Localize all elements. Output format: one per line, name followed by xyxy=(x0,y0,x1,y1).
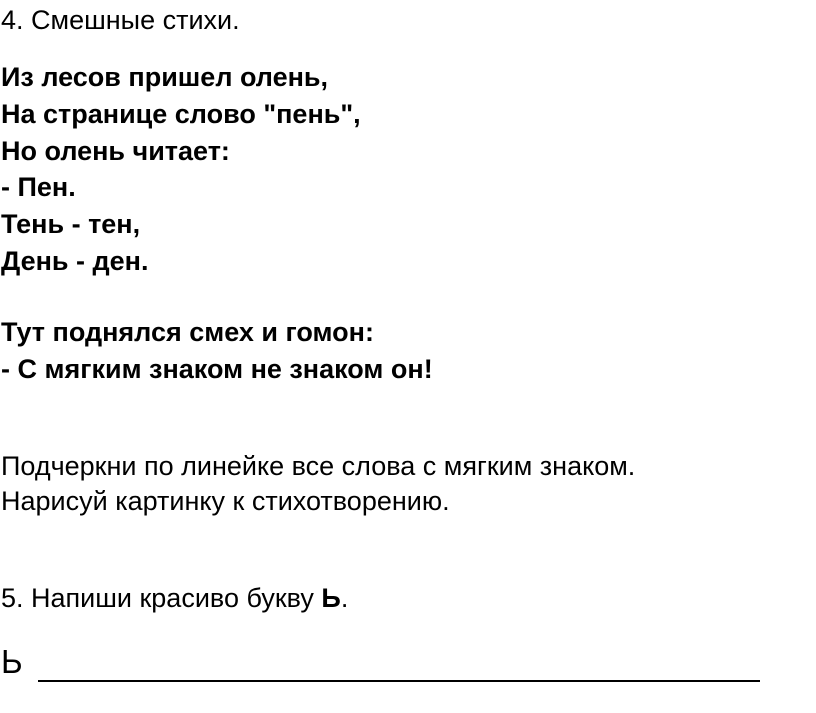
poem-line: Тень - тен, xyxy=(1,209,141,239)
poem-line: Но олень читает: xyxy=(1,136,230,166)
poem-line: На странице слово "пень", xyxy=(1,99,361,129)
poem-line: - С мягким знаком не знаком он! xyxy=(1,354,433,384)
poem-line: - Пен. xyxy=(1,172,76,202)
task5-heading-letter: Ь xyxy=(321,583,341,613)
letter-practice-row xyxy=(1,640,781,684)
instruction-line: Нарисуй картинку к стихотворению. xyxy=(1,486,450,516)
poem-line: Из лесов пришел олень, xyxy=(1,62,329,92)
task5-heading xyxy=(1,582,348,614)
writing-line[interactable] xyxy=(38,680,760,682)
practice-letter: Ь xyxy=(1,643,23,680)
poem-line: Тут поднялся смех и гомон: xyxy=(1,317,374,347)
task4-heading: 4. Смешные стихи. xyxy=(1,5,240,35)
task5-heading-text: 5. Напиши красиво букву xyxy=(1,583,322,613)
instruction-line: Подчеркни по линейке все слова с мягким знаком. xyxy=(1,451,636,481)
poem-line: День - ден. xyxy=(1,246,149,276)
task5-heading-period: . xyxy=(340,583,349,613)
